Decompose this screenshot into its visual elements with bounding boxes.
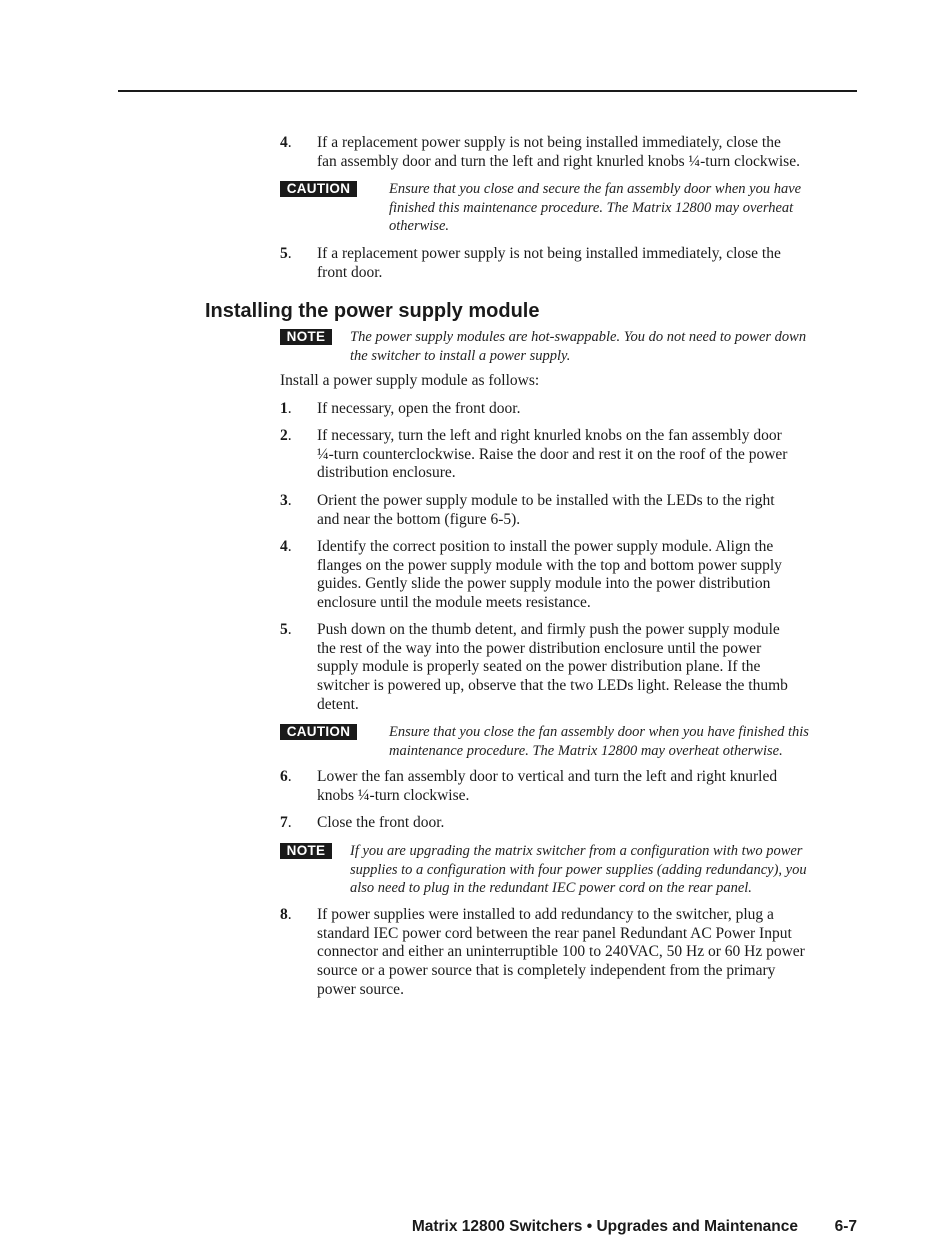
step-number: 5. (280, 621, 292, 638)
step-text: If power supplies were installed to add redundancy to the switcher, plug a standard IEC power cord between the rear panel Redundant AC Power Input connector and either an uninterruptible 100 to 240VAC, 50 Hz or 60 Hz power source or a power source that is completely independent from the primary power source. (317, 906, 805, 998)
note-label: NOTE (280, 329, 332, 345)
step-text: Lower the fan assembly door to vertical and turn the left and right knurled knobs ¼-turn clockwise. (317, 768, 778, 804)
footer-title: Matrix 12800 Switchers • Upgrades and Maintenance (411, 1218, 798, 1235)
note-label: NOTE (280, 843, 332, 859)
intro-paragraph: Install a power supply module as follows: (280, 372, 540, 389)
step-number: 2. (280, 427, 292, 444)
note-text: The power supply modules are hot-swappable. You do not need to power down the switcher to install a power supply. (350, 329, 807, 364)
step-number: 8. (280, 906, 292, 923)
step-number: 4. (280, 134, 292, 151)
section-heading: Installing the power supply module (205, 300, 540, 322)
step-text: If a replacement power supply is not being installed immediately, close the front door. (317, 245, 781, 281)
header-rule (118, 90, 857, 92)
step-number: 7. (280, 814, 292, 831)
step-text: Orient the power supply module to be installed with the LEDs to the right and near the bottom (figure 6-5). (317, 492, 775, 528)
step-number: 4. (280, 538, 292, 555)
step-text: If a replacement power supply is not being installed immediately, close the fan assembly door and turn the left and right knurled knobs ¼-turn clockwise. (317, 134, 800, 170)
step-text: Push down on the thumb detent, and firmly push the power supply module the rest of the way into the power distribution enclosure until the power supply module is properly seated on the power distribution plane. If the switcher is powered up, observe that the two LEDs light. Release the thumb detent. (317, 621, 788, 713)
step-text: If necessary, turn the left and right knurled knobs on the fan assembly door ¼-turn counterclockwise. Raise the door and rest it on the roof of the power distribution enclosure. (317, 427, 788, 482)
step-number: 6. (280, 768, 292, 785)
page-number: 6-7 (834, 1218, 857, 1235)
note-text: If you are upgrading the matrix switcher from a configuration with two power supplies to a configuration with four power supplies (adding redundancy), you also need to plug in the redundant IEC power cord on the rear panel. (350, 843, 807, 897)
step-text: Close the front door. (317, 814, 445, 831)
step-number: 1. (280, 400, 292, 417)
step-number: 3. (280, 492, 292, 509)
caution-text: Ensure that you close the fan assembly door when you have finished this maintenance procedure. The Matrix 12800 may overheat otherwise. (389, 724, 809, 759)
step-text: Identify the correct position to install the power supply module. Align the flanges on the power supply module with the top and bottom power supply guides. Gently slide the power supply module into the power distribution enclosure until the module meets resistance. (317, 538, 782, 612)
caution-text: Ensure that you close and secure the fan assembly door when you have finished this maintenance procedure. The Matrix 12800 may overheat otherwise. (389, 181, 802, 235)
caution-label: CAUTION (280, 724, 357, 740)
step-number: 5. (280, 245, 292, 262)
caution-label: CAUTION (280, 181, 357, 197)
step-text: If necessary, open the front door. (317, 400, 521, 417)
